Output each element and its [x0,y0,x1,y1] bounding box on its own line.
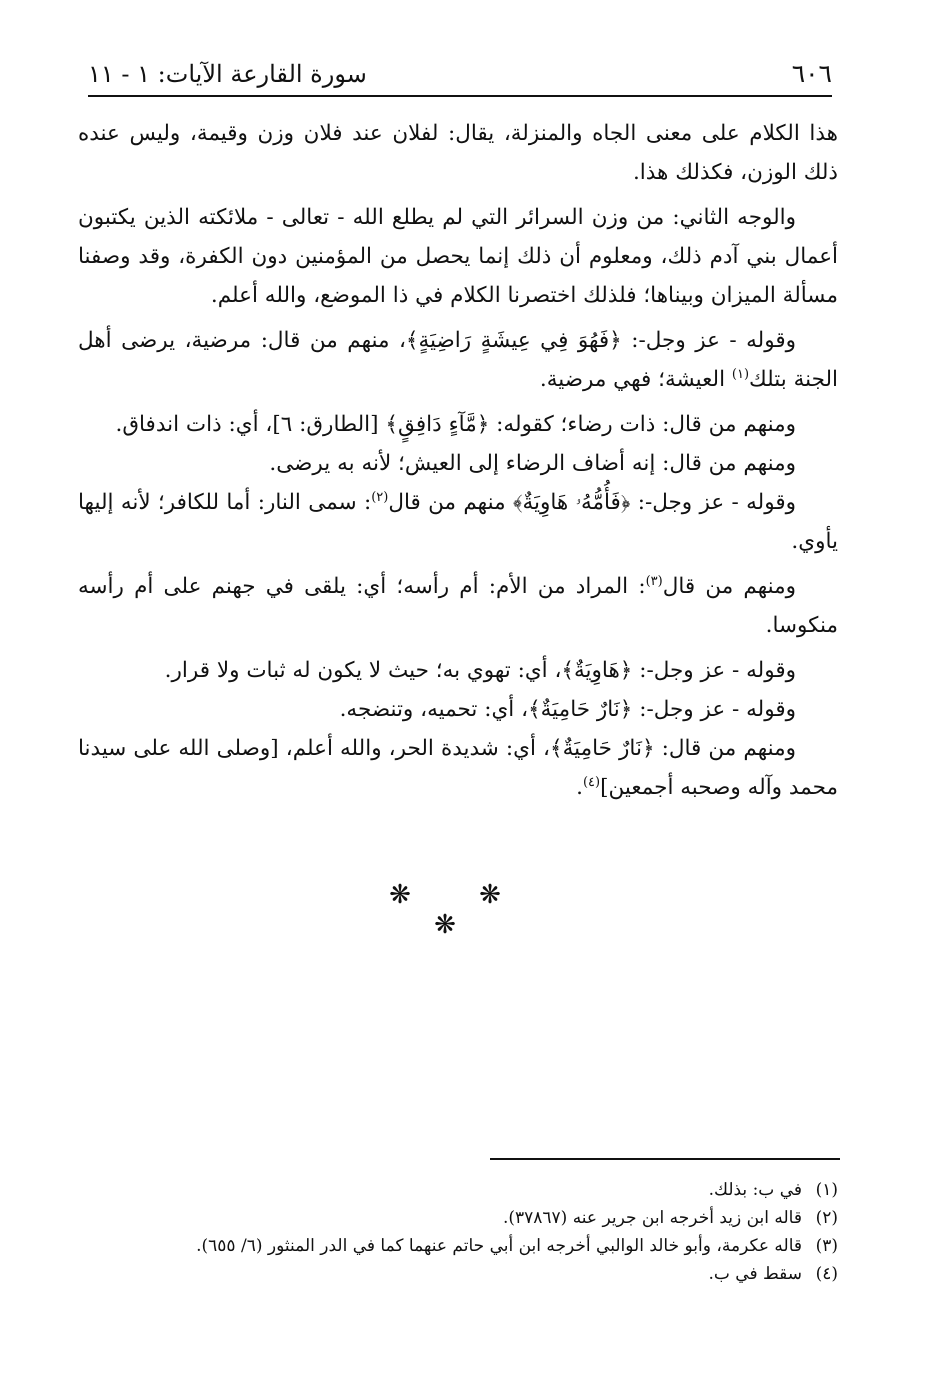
paragraph-text: العيشة؛ فهي مرضية. [539,367,732,392]
footnote-marker[interactable]: (٣) [645,573,663,589]
footnote-number: (٢) [815,1208,838,1228]
paragraph-text: : المراد من الأم: أم رأسه؛ أي: يلقى في جهنم على أم رأسه منكوسا. [78,574,838,638]
paragraph [78,114,838,192]
paragraph-text: ، أي: تهوي به؛ حيث لا يكون له ثبات ولا قرار. [164,658,562,683]
footnote-text: قاله عكرمة، وأبو خالد الوالبي أخرجه ابن أبي حاتم عنهما كما في الدر المنثور (٦/ ٦٥٥). [196,1236,802,1256]
footnote-marker[interactable]: (٢) [371,489,389,505]
footnote-number: (٤) [815,1264,838,1284]
main-text [78,114,838,807]
footnote-rule [490,1158,840,1160]
quran-verse: ﴿فَأُمُّهُۥ هَاوِيَةٌ﴾ [512,490,631,515]
footnote-text: قاله ابن زيد أخرجه ابن جرير عنه (٣٧٨٦٧). [502,1208,802,1228]
footnote [78,1260,838,1288]
paragraph [78,198,838,315]
paragraph-text: [الطارق: ٦]، أي: ذات اندفاق. [115,412,386,437]
paragraph-text: ، أي: تحميه، وتنضجه. [339,697,529,722]
footnote-marker[interactable]: (٤) [582,774,601,790]
paragraph-text: وقوله - عز وجل-: [632,697,796,722]
footnote [78,1176,838,1204]
paragraph-text: . [576,775,583,800]
paragraph-text: ، منهم من قال: مرضية، يرضى أهل الجنة بتلك [78,328,838,392]
paragraph [78,690,838,729]
footnote-text: في ب: بذلك. [708,1180,802,1200]
running-title: سورة القارعة الآيات: ١ - ١١ [88,60,367,88]
paragraph [78,321,838,399]
paragraph-text: ومنهم من قال: ذات رضاء؛ كقوله: [489,412,796,437]
paragraph-text: هذا الكلام على معنى الجاه والمنزلة، يقال: لفلان عند فلان وزن وقيمة، وليس عنده ذلك الوزن، فكذلك هذا. [78,121,838,185]
footnote-number: (٣) [815,1236,838,1256]
paragraph-text: ومنهم من قال [662,574,797,599]
footnote-marker[interactable]: (١) [731,366,750,382]
paragraph-text: ومنهم من قال: [654,736,796,761]
paragraph-text: : سمى النار: أما للكافر؛ لأنه إليها يأوي. [78,490,838,554]
paragraph-text: والوجه الثاني: من وزن السرائر التي لم يطلع الله - تعالى - ملائكته الذين يكتبون أعمال بني آدم ذلك، ومعلوم أن ذلك إنما يحصل من المؤمنين دون الكفرة، وقد وصفنا مسألة الميزان وبيناها؛ فلذلك اختصرنا الكلام في ذا الموضع، والله أعلم. [78,205,838,308]
footnote [78,1232,838,1260]
paragraph [78,405,838,444]
paragraph-text: ، أي: شديدة الحر، والله أعلم، [وصلى الله على سيدنا محمد وآله وصحبه أجمعين] [78,736,838,800]
paragraph-text: وقوله - عز وجل-: [632,658,796,683]
paragraph [78,444,838,483]
paragraph-text: وقوله - عز وجل-: [621,328,796,353]
footnote-number: (١) [815,1180,838,1200]
footnotes [78,1176,838,1288]
section-separator: ❋ ❋ ❋ [389,880,531,940]
quran-verse: ﴿هَاوِيَةٌ﴾ [561,658,633,683]
paragraph-text: منهم من قال [388,490,513,515]
page-number: ٦٠٦ [791,59,832,88]
quran-verse: ﴿نَارٌ حَامِيَةٌ﴾ [528,697,633,722]
paragraph [78,567,838,645]
paragraph-text: وقوله - عز وجل-: [630,490,796,515]
paragraph-text: ومنهم من قال: إنه أضاف الرضاء إلى العيش؛ لأنه به يرضى. [269,451,796,476]
footnote-text: سقط في ب. [708,1264,802,1284]
page-header [88,57,832,97]
paragraph [78,729,838,807]
paragraph [78,483,838,561]
paragraph [78,651,838,690]
quran-verse: ﴿نَارٌ حَامِيَةٌ﴾ [549,736,655,761]
quran-verse: ﴿مَّآءٍ دَافِقٍ﴾ [385,412,490,437]
footnote [78,1204,838,1232]
quran-verse: ﴿فَهُوَ فِي عِيشَةٍ رَاضِيَةٍ﴾ [405,328,622,353]
